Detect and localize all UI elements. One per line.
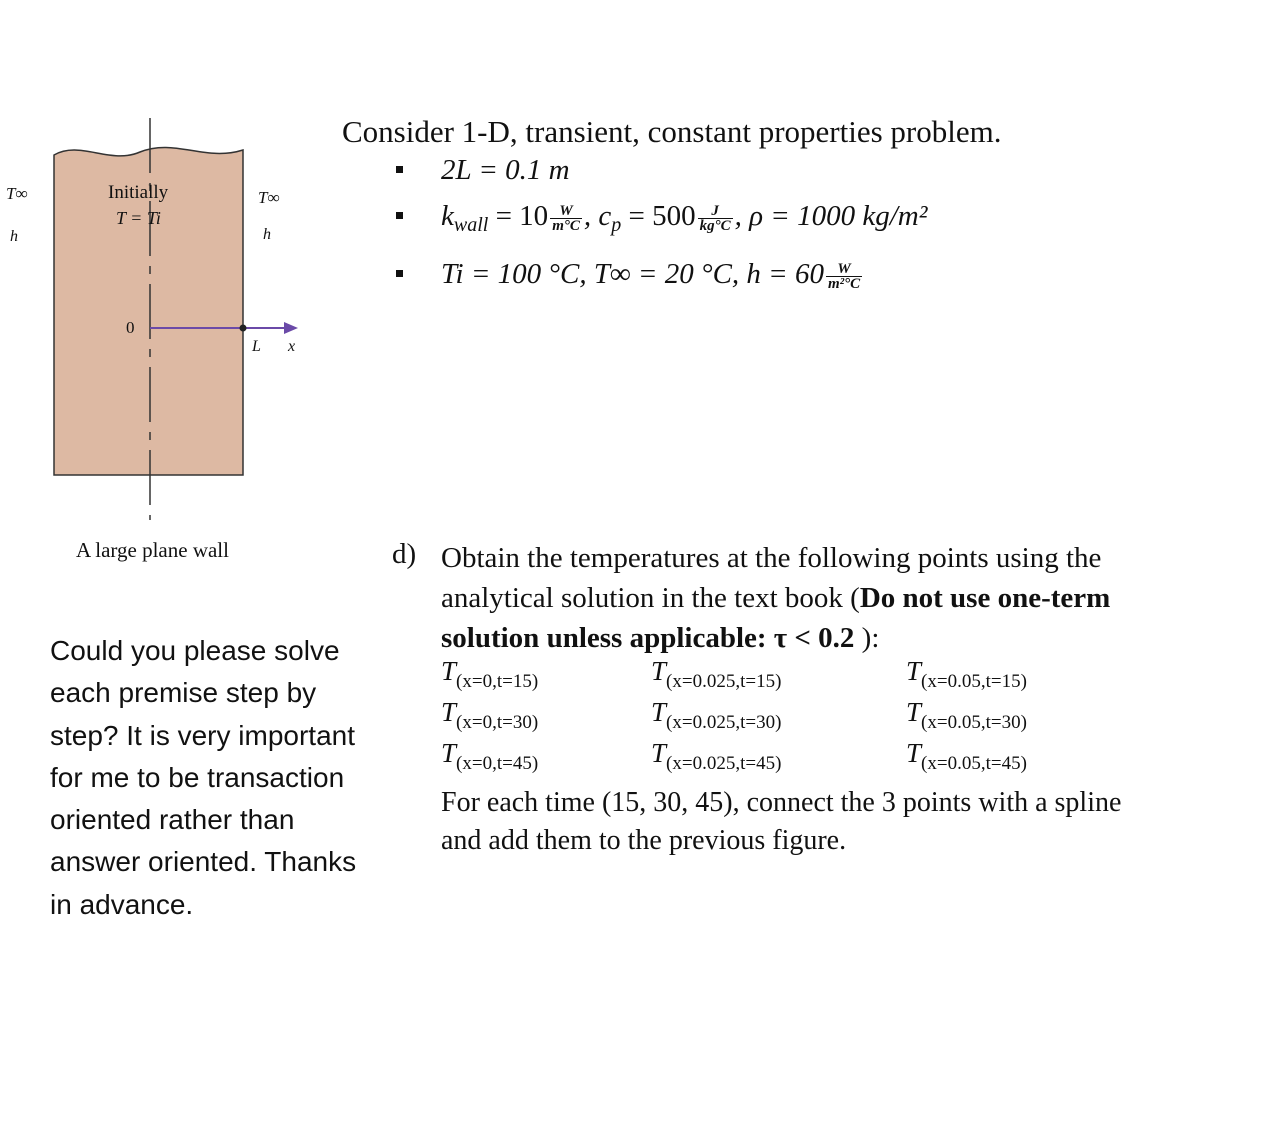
plane-wall-diagram bbox=[0, 110, 320, 580]
figure-caption: A large plane wall bbox=[76, 538, 229, 562]
origin-label: 0 bbox=[126, 318, 135, 337]
temp-point bbox=[651, 738, 781, 775]
temp-subscript: (x=0.05,t=30) bbox=[921, 712, 1027, 733]
bullet-marker bbox=[396, 212, 403, 219]
bullet-list bbox=[396, 150, 1216, 310]
temp-symbol: T bbox=[906, 697, 922, 727]
temp-point bbox=[906, 656, 1027, 693]
question-line-3-bold: solution unless applicable: τ < 0.2 bbox=[441, 622, 855, 654]
t-eq-ti-label: T = Ti bbox=[116, 208, 161, 228]
left-h: h bbox=[10, 228, 18, 245]
bullet-item-2 bbox=[396, 200, 927, 237]
question-line-3 bbox=[441, 618, 1241, 658]
temperature-points-grid bbox=[441, 656, 1201, 786]
temp-point bbox=[651, 697, 781, 734]
request-line: in advance. bbox=[50, 888, 194, 920]
temp-subscript: (x=0.025,t=30) bbox=[666, 712, 782, 733]
question-line-3-text: ): bbox=[854, 622, 880, 654]
question-ending-line-2: and add them to the previous figure. bbox=[441, 825, 847, 856]
temp-symbol: T bbox=[906, 656, 922, 686]
conditions-text: Ti = 100 °C, T∞ = 20 °C, h = 60 bbox=[441, 258, 824, 290]
question-line-2-text: analytical solution in the text book ( bbox=[441, 582, 860, 614]
question-line-2-bold: Do not use one-term bbox=[859, 582, 1111, 614]
k-value: = 10 bbox=[488, 200, 549, 232]
temp-symbol: T bbox=[651, 656, 667, 686]
cp-unit-num: J bbox=[698, 204, 733, 219]
half-thickness: 2L = 0.1 m bbox=[441, 154, 570, 186]
k-unit bbox=[550, 204, 582, 233]
temp-symbol: T bbox=[651, 697, 667, 727]
x-label: x bbox=[288, 338, 296, 355]
temp-symbol: T bbox=[441, 738, 457, 768]
temp-subscript: (x=0,t=15) bbox=[456, 671, 539, 692]
temp-subscript: (x=0.025,t=15) bbox=[666, 671, 782, 692]
temp-subscript: (x=0.05,t=45) bbox=[921, 753, 1027, 774]
request-line: for me to be transaction bbox=[50, 761, 345, 793]
wall-edge-point bbox=[240, 325, 247, 332]
bullet-marker bbox=[396, 270, 403, 277]
L-label: L bbox=[252, 338, 261, 355]
temp-point bbox=[906, 697, 1027, 734]
h-unit bbox=[826, 262, 862, 291]
right-tinf: T∞ bbox=[258, 188, 280, 207]
cp-unit-den: kg°C bbox=[699, 217, 731, 234]
bullet-item-3 bbox=[396, 258, 864, 291]
temp-symbol: T bbox=[441, 697, 457, 727]
plane-wall-figure bbox=[0, 110, 320, 580]
k-unit-den: m°C bbox=[552, 217, 580, 234]
left-tinf: T∞ bbox=[6, 184, 28, 203]
temp-subscript: (x=0,t=30) bbox=[456, 712, 539, 733]
temp-subscript: (x=0,t=45) bbox=[456, 753, 539, 774]
temp-point bbox=[906, 738, 1027, 775]
temp-subscript: (x=0.05,t=15) bbox=[921, 671, 1027, 692]
question-ending bbox=[441, 784, 1121, 860]
temp-symbol: T bbox=[441, 656, 457, 686]
bullet-item-1 bbox=[396, 154, 570, 187]
x-axis-arrow bbox=[284, 322, 298, 334]
request-line: answer oriented. Thanks bbox=[50, 846, 357, 878]
temp-subscript: (x=0.025,t=45) bbox=[666, 753, 782, 774]
cp-value: = 500 bbox=[621, 200, 696, 232]
question-line-2 bbox=[441, 578, 1241, 618]
cp-symbol: , c bbox=[583, 200, 612, 232]
k-subscript: wall bbox=[453, 214, 489, 236]
request-line: step? It is very important bbox=[50, 719, 356, 751]
right-h: h bbox=[263, 226, 271, 243]
k-unit-num: W bbox=[550, 204, 582, 219]
h-unit-num: W bbox=[826, 262, 862, 277]
bullet-marker bbox=[396, 166, 403, 173]
problem-intro: Consider 1-D, transient, constant properties problem. bbox=[342, 114, 1002, 149]
question-label: d) bbox=[392, 538, 417, 570]
h-unit-den: m²°C bbox=[827, 275, 861, 292]
temp-point bbox=[651, 656, 781, 693]
user-request bbox=[50, 630, 356, 926]
temp-point bbox=[441, 738, 538, 775]
cp-unit bbox=[698, 204, 733, 233]
temp-symbol: T bbox=[906, 738, 922, 768]
temp-symbol: T bbox=[651, 738, 667, 768]
question-ending-line-1: For each time (15, 30, 45), connect the 3 points with a spline bbox=[441, 787, 1122, 818]
k-symbol: k bbox=[441, 200, 454, 232]
temp-point bbox=[441, 656, 538, 693]
density-value: , ρ = 1000 kg/m² bbox=[734, 200, 928, 232]
request-line: each premise step by bbox=[50, 677, 317, 709]
temp-point bbox=[441, 697, 538, 734]
question-block bbox=[441, 538, 1241, 658]
question-line-1: Obtain the temperatures at the following points using the bbox=[441, 542, 1102, 574]
request-line: oriented rather than bbox=[50, 804, 295, 836]
cp-subscript: p bbox=[611, 214, 622, 236]
initially-label: Initially bbox=[108, 182, 169, 203]
request-line: Could you please solve bbox=[50, 635, 340, 666]
